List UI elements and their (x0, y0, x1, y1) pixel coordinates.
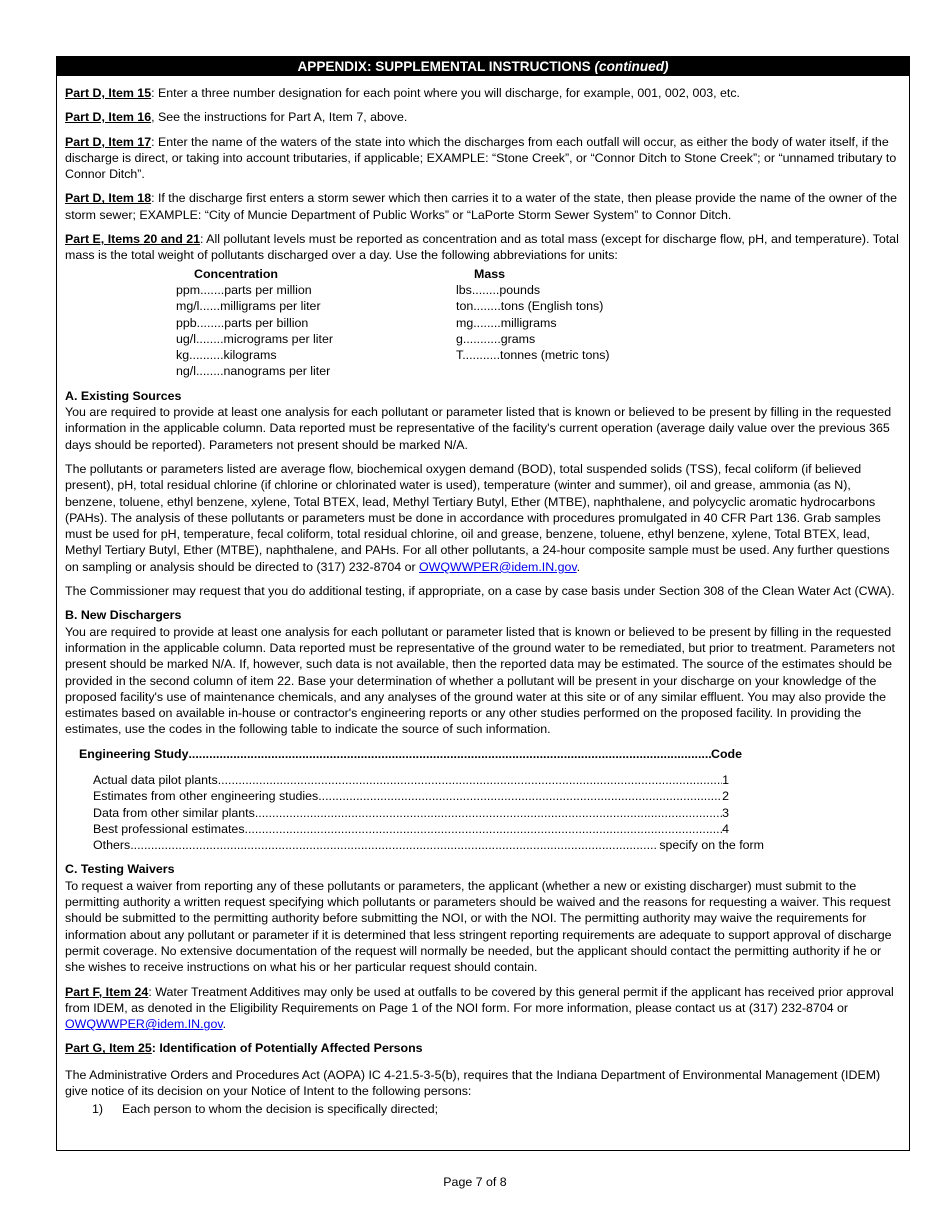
row-code: 1 (722, 772, 729, 787)
list-item (65, 1101, 902, 1117)
item-20-text: : All pollutant levels must be reported as concentration and as total mass (except for discharge flow, pH, and temperature). Total mass is the total weight of pollutants discharged over a day. Use the following abbreviations for units: (65, 232, 899, 263)
aopa-paragraph: The Administrative Orders and Procedures Act (AOPA) IC 4-21.5-3-5(b), requires that the Indiana Department of Environmental Management (IDEM) give notice of its decision on your Notice of Intent to the following persons: (65, 1067, 881, 1099)
item-15-label: Part D, Item 15 (65, 86, 152, 100)
concentration-header: Concentration (194, 266, 278, 281)
banner-suffix: (continued) (594, 59, 669, 74)
unit-ppb: ppb........parts per billion (176, 315, 309, 330)
banner-title: APPENDIX: SUPPLEMENTAL INSTRUCTIONS (297, 59, 591, 74)
item-17-label: Part D, Item 17 (65, 134, 152, 149)
unit-ngl: ng/l........nanograms per liter (176, 364, 331, 379)
row-code: 3 (722, 805, 729, 820)
item-24-end: . (222, 1017, 227, 1032)
engineering-table-header (79, 746, 742, 762)
item-24 (65, 984, 902, 1033)
row-study: Actual data pilot plants (93, 772, 218, 787)
units-table (65, 266, 902, 380)
row-study: Best professional estimates (93, 821, 245, 836)
section-b-p1: You are required to provide at least one analysis for each pollutant or parameter listed that is known or believed to be present by filling in the requested information in the applicable column. Data reported must be representative of the ground water to be remediated, but prior to treatment. Parameters not present should be marked N/A. If, however, such data is not available, then the reported data may be estimated. The source of the estimates should be provided in the second column of item 22. Base your determination of whether a pollutant will be present in your discharge on your knowledge of the proposed facility's use of maintenance chemicals, and any analyses of the ground water at this site or of any similar effluent. You may also provide the estimates based on available in-house or contractor's engineering reports or any other studies performed on the proposed facility. In providing the estimates, use the codes in the following table to indicate the source of such information. (65, 624, 895, 737)
section-c-heading: C. Testing Waivers (65, 862, 175, 877)
header-study: Engineering Study (79, 746, 189, 761)
table-row (93, 805, 729, 821)
row-code: 4 (722, 821, 729, 836)
section-a-p1: You are required to provide at least one analysis for each pollutant or parameter listed that is known or believed to be present by filling in the requested information in the applicable column. Data reported must be representative of the facility's current operation (average daily value over the previous 365 days should be reported). Parameters not present should be marked N/A. (65, 405, 892, 452)
unit-mg: mg........milligrams (456, 315, 557, 330)
section-a-p2-end: . (576, 559, 581, 574)
section-a-p2 (65, 461, 902, 575)
list-item-number: 1) (92, 1102, 104, 1117)
item-18 (65, 190, 902, 223)
item-17-text: : Enter the name of the waters of the state into which the discharges from each outfall will occur, as either the body of water itself, if the discharge is direct, or taking into account tributaries, if applicable; EXAMPLE: “Stone Creek”, or “Connor Ditch to Stone Creek”; or “unnamed tributary to Connor Ditch”. (65, 134, 897, 182)
row-study: Data from other similar plants (93, 805, 255, 820)
section-c-p1: To request a waiver from reporting any of these pollutants or parameters, the applicant (whether a new or existing discharger) must submit to the permitting authority a written request specifying which pollutants or parameters should be waived and the reasons for requesting a waiver. This request should be submitted to the permitting authority before submitting the NOI, or with the NOI. The permitting authority may waive the requirements for information about any pollutant or parameter if it is determined that less stringent reporting requirements are adequate to support approval of discharge permit coverage. No extensive documentation of the request will normally be needed, but the applicant should contact the permitting authority if he or she wishes to receive instructions on what his or her particular request should contain. (65, 878, 892, 975)
item-25 (65, 1040, 902, 1056)
row-code: specify on the form (655, 838, 764, 853)
table-row (93, 821, 729, 837)
page-number: Page 7 of 8 (443, 1175, 507, 1189)
engineering-study-table (65, 746, 902, 854)
item-16 (65, 109, 902, 125)
item-24-text: : Water Treatment Additives may only be used at outfalls to be covered by this general permit if the applicant has received prior approval from IDEM, as denoted in the Eligibility Requirements on Page 1 of the NOI form. For more information, please contact us at (317) 232-8704 or (65, 984, 894, 1015)
unit-ppm: ppm.......parts per million (176, 282, 312, 297)
header-code: Code (711, 746, 742, 761)
item-24-label: Part F, Item 24 (65, 984, 149, 999)
item-18-text: : If the discharge first enters a storm sewer which then carries it to a water of the state, then please provide the name of the owner of the storm sewer; EXAMPLE: “City of Muncie Department of Public Works” or “LaPorte Storm Sewer System” to Connor Ditch. (65, 191, 897, 222)
item-17 (65, 134, 902, 183)
unit-g: g...........grams (456, 331, 536, 346)
item-16-text: , See the instructions for Part A, Item 7, above. (151, 110, 408, 125)
unit-ugl: ug/l........micrograms per liter (176, 331, 333, 346)
list-item-text: Each person to whom the decision is specifically directed; (122, 1102, 439, 1117)
affected-persons-list (65, 1101, 902, 1117)
mass-header: Mass (474, 266, 505, 281)
mass-column (456, 266, 610, 380)
table-row (93, 772, 729, 788)
table-row (93, 788, 729, 804)
instructions-frame (56, 56, 910, 1151)
concentration-column (176, 266, 456, 380)
table-row (93, 837, 764, 853)
item-16-label: Part D, Item 16 (65, 110, 152, 125)
row-study: Estimates from other engineering studies (93, 789, 319, 804)
item-15-text: : Enter a three number designation for each point where you will discharge, for example, 001, 002, 003, etc. (151, 86, 740, 100)
unit-ton: ton........tons (English tons) (456, 299, 604, 314)
email-link[interactable]: OWQWWPER@idem.IN.gov (65, 1017, 223, 1032)
unit-kg: kg..........kilograms (176, 348, 277, 363)
section-a-p3: The Commissioner may request that you do additional testing, if appropriate, on a case by case basis under Section 308 of the Clean Water Act (CWA). (65, 584, 895, 599)
item-20-21 (65, 231, 902, 264)
section-b-heading: B. New Dischargers (65, 608, 182, 623)
appendix-banner (57, 57, 909, 76)
item-25-title: : Identification of Potentially Affected Persons (151, 1041, 423, 1056)
unit-mgl: mg/l......milligrams per liter (176, 299, 321, 314)
unit-lbs: lbs........pounds (456, 282, 541, 297)
section-a-heading: A. Existing Sources (65, 388, 182, 403)
email-link[interactable]: OWQWWPER@idem.IN.gov (419, 559, 577, 574)
row-study: Others (93, 838, 131, 853)
item-25-label: Part G, Item 25 (65, 1041, 152, 1056)
item-15 (65, 85, 902, 101)
row-code: 2 (722, 789, 729, 804)
unit-t: T...........tonnes (metric tons) (456, 348, 610, 363)
item-18-label: Part D, Item 18 (65, 191, 152, 206)
section-a-p2-text: The pollutants or parameters listed are average flow, biochemical oxygen demand (BOD), total suspended solids (TSS), fecal coliform (if believed present), pH, total residual chlorine (if chlorine or chlorinated water is used), temperature (winter and summer), oil and grease, ammonia (as N), benzene, toluene, ethyl benzene, xylene, Total BTEX, lead, Methyl Tertiary Butyl, Ether (MTBE), naphthalene, and polycyclic aromatic hydrocarbons (PAHs). The analysis of these pollutants or parameters must be done in accordance with procedures promulgated in 40 CFR Part 136. Grab samples must be used for pH, temperature, fecal coliform, total residual chlorine, oil and grease, benzene, toluene, ethyl benzene, xylene, Total BTEX, lead, Methyl Tertiary Butyl, Ether (MTBE), naphthalene, and PAHs. For all other pollutants, a 24-hour composite sample must be used. Any further questions on sampling or analysis should be directed to (317) 232-8704 or (65, 461, 890, 574)
item-20-label: Part E, Items 20 and 21 (65, 232, 200, 247)
